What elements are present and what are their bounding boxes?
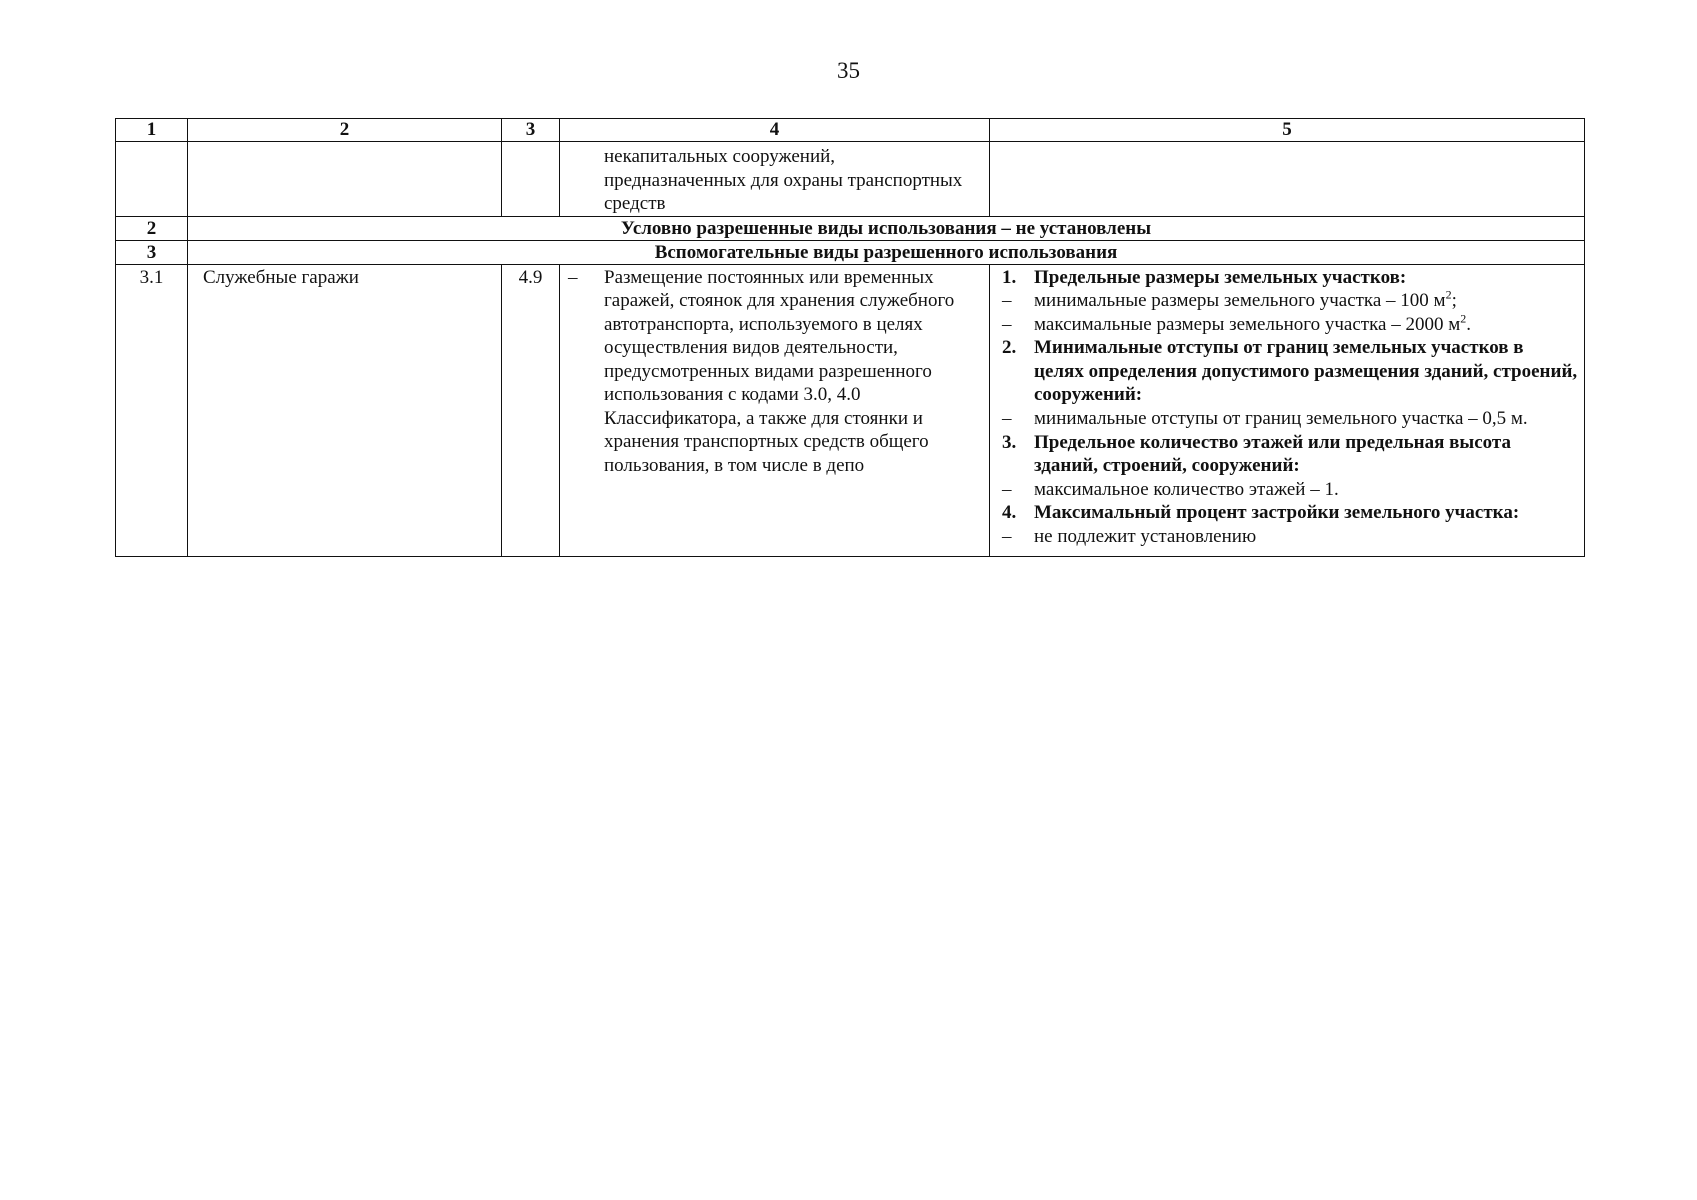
list-item: – минимальные размеры земельного участка – 100 $м^2$; xyxy=(1002,287,1457,312)
list-item: 4. Максимальный процент застройки земельного участка: xyxy=(1002,502,1520,524)
parameters-list xyxy=(990,265,1584,549)
section-row-3 xyxy=(116,240,1585,264)
header-cell-1: 1 xyxy=(116,119,188,142)
list-item: – не подлежит установлению xyxy=(1002,526,1257,548)
list-item: 2. Минимальные отступы от границ земельных участков в целях определения допустимого размещения зданий, строений, сооружений: xyxy=(1002,337,1578,406)
zoning-table xyxy=(115,118,1585,557)
row-number: 3.1 xyxy=(116,264,188,556)
section-number: 2 xyxy=(116,216,188,240)
list-item: – минимальные отступы от границ земельного участка – 0,5 м. xyxy=(1002,408,1528,430)
header-cell-2: 2 xyxy=(188,119,502,142)
list-item: – максимальные размеры земельного участка – 2000 $м^2$. xyxy=(1002,311,1471,335)
list-item: 1. Предельные размеры земельных участков: xyxy=(1002,266,1407,288)
list-item: – максимальное количество этажей – 1. xyxy=(1002,478,1339,500)
use-description: Размещение постоянных или временных гаражей, стоянок для хранения служебного автотранспорта, используемого в целях осуществления видов деятельности, предусмотренных видами разрешенного использования с кодами 3.0, 4.0 Классификатора, а также для стоянки и хранения транспортных средств общего пользования, в том числе в депо xyxy=(604,266,955,476)
parameters-cell xyxy=(990,264,1585,556)
section-row-2 xyxy=(116,216,1585,240)
cont-cell-3 xyxy=(502,142,560,217)
description-dash: – xyxy=(568,266,578,288)
page-number: 35 xyxy=(837,58,860,83)
section-title: Вспомогательные виды разрешенного использования xyxy=(188,240,1585,264)
use-code: 4.9 xyxy=(502,264,560,556)
cont-cell-5 xyxy=(990,142,1585,217)
section-number: 3 xyxy=(116,240,188,264)
table-row xyxy=(116,264,1585,556)
use-name: Служебные гаражи xyxy=(188,264,502,556)
cont-cell-4: некапитальных сооружений, предназначенных для охраны транспортных средств xyxy=(560,142,990,217)
cont-cell-2 xyxy=(188,142,502,217)
list-item: 3. Предельное количество этажей или предельная высота зданий, строений, сооружений: xyxy=(1002,431,1511,477)
header-cell-4: 4 xyxy=(560,119,990,142)
use-description-cell xyxy=(560,264,990,556)
cont-cell-1 xyxy=(116,142,188,217)
continuation-row xyxy=(116,142,1585,217)
header-cell-3: 3 xyxy=(502,119,560,142)
section-title: Условно разрешенные виды использования – не установлены xyxy=(188,216,1585,240)
header-cell-5: 5 xyxy=(990,119,1585,142)
header-row xyxy=(116,119,1585,142)
